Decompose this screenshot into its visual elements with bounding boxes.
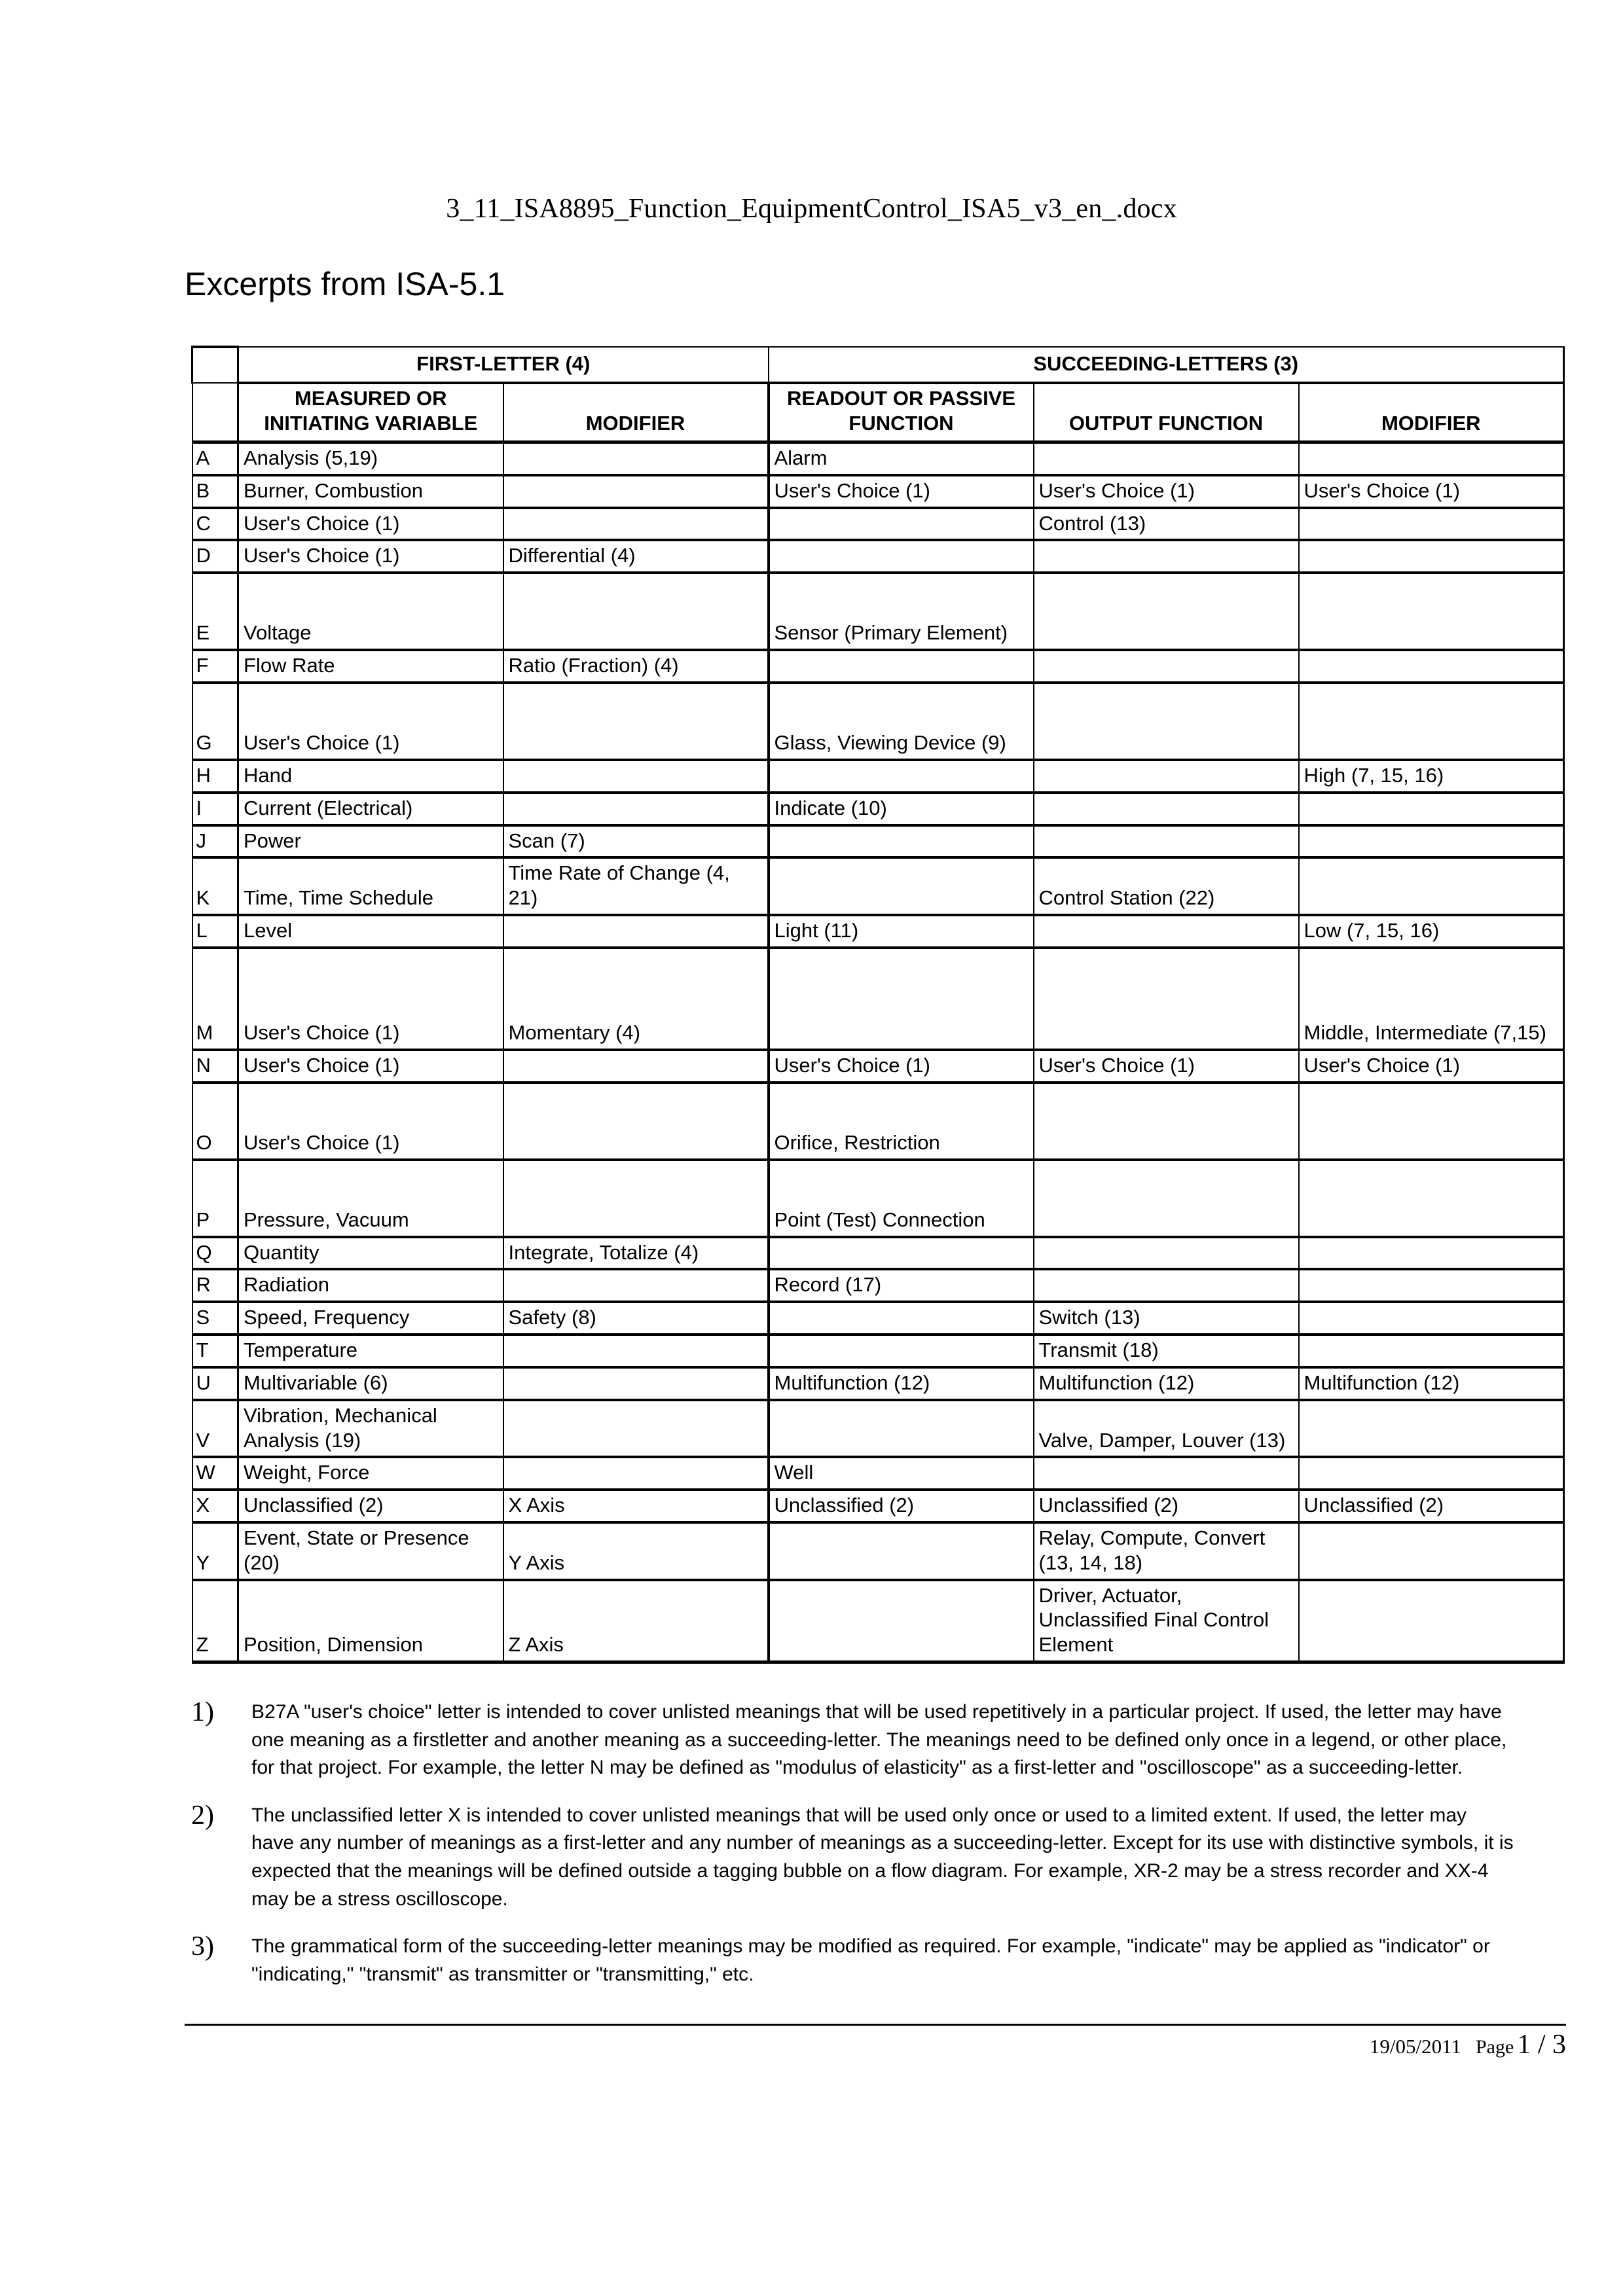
table-row xyxy=(192,650,1564,683)
row-letter-cell: T xyxy=(192,1335,238,1367)
table-row xyxy=(192,508,1564,541)
row-letter-cell: K xyxy=(192,857,238,915)
row-measured-variable-cell: Pressure, Vacuum xyxy=(238,1160,503,1237)
footnotes-list xyxy=(191,1698,1514,2008)
footnote-text: The unclassified letter X is intended to cover unlisted meanings that will be used only once or used to a limited extent. If used, the letter may have any number of meanings as a first-letter and any number of meanings as a succeeding-letter. Except for its use with distinctive symbols, it is expected that the meanings will be defined outside a tagging bubble on a flow diagram. For example, XR-2 may be a stress recorder and XX-4 may be a stress oscilloscope. xyxy=(251,1804,1514,1910)
row-modifier2-cell: Middle, Intermediate (7,15) xyxy=(1299,948,1564,1050)
row-measured-variable-cell: Voltage xyxy=(238,573,503,650)
row-modifier2-cell: User's Choice (1) xyxy=(1299,1050,1564,1083)
row-readout-cell xyxy=(769,650,1034,683)
row-output-function-cell xyxy=(1034,1237,1299,1270)
column-header-readout-passive-function xyxy=(769,383,1034,442)
row-readout-cell xyxy=(769,948,1034,1050)
row-measured-variable-cell: Analysis (5,19) xyxy=(238,442,503,475)
row-output-function-cell xyxy=(1034,650,1299,683)
row-letter-cell: B xyxy=(192,475,238,508)
row-measured-variable-cell: Speed, Frequency xyxy=(238,1302,503,1335)
table-row xyxy=(192,540,1564,573)
column-header-measured-variable xyxy=(238,383,503,442)
table-row xyxy=(192,948,1564,1050)
row-modifier2-cell xyxy=(1299,1335,1564,1367)
row-modifier1-cell: X Axis xyxy=(503,1490,769,1522)
row-output-function-cell xyxy=(1034,442,1299,475)
row-modifier2-cell xyxy=(1299,683,1564,760)
row-modifier2-cell xyxy=(1299,857,1564,915)
row-output-function-cell xyxy=(1034,573,1299,650)
row-readout-cell: Light (11) xyxy=(769,915,1034,948)
row-output-function-cell: Unclassified (2) xyxy=(1034,1490,1299,1522)
row-readout-cell: Record (17) xyxy=(769,1269,1034,1302)
row-modifier1-cell xyxy=(503,1083,769,1160)
row-output-function-cell xyxy=(1034,1457,1299,1490)
row-readout-cell xyxy=(769,1237,1034,1270)
footnote-item xyxy=(191,1698,1514,1782)
row-readout-cell: Multifunction (12) xyxy=(769,1367,1034,1400)
row-readout-cell: Unclassified (2) xyxy=(769,1490,1034,1522)
column-header-letter xyxy=(192,383,238,442)
row-output-function-cell xyxy=(1034,683,1299,760)
row-measured-variable-cell: Position, Dimension xyxy=(238,1580,503,1662)
row-modifier2-cell xyxy=(1299,1457,1564,1490)
row-modifier1-cell: Differential (4) xyxy=(503,540,769,573)
row-letter-cell: U xyxy=(192,1367,238,1400)
row-measured-variable-cell: Multivariable (6) xyxy=(238,1367,503,1400)
footer-date: 19/05/2011 xyxy=(1369,2035,1461,2058)
row-readout-cell: Sensor (Primary Element) xyxy=(769,573,1034,650)
row-output-function-cell: User's Choice (1) xyxy=(1034,1050,1299,1083)
row-output-function-cell: Relay, Compute, Convert (13, 14, 18) xyxy=(1034,1522,1299,1580)
row-measured-variable-cell: Power xyxy=(238,825,503,858)
footnote-number: 1) xyxy=(191,1697,214,1727)
row-modifier1-cell xyxy=(503,1160,769,1237)
table-row xyxy=(192,1083,1564,1160)
footer-divider xyxy=(185,2024,1566,2026)
row-output-function-cell: Switch (13) xyxy=(1034,1302,1299,1335)
row-measured-variable-cell: Flow Rate xyxy=(238,650,503,683)
row-output-function-cell xyxy=(1034,1269,1299,1302)
footnote-text: B27A "user's choice" letter is intended to cover unlisted meanings that will be used repetitively in a particular project. If used, the letter may have one meaning as a firstletter and another meaning as a succeeding-letter. The meanings need to be defined only once in a legend, or other place, for that project. For example, the letter N may be defined as "modulus of elasticity" as a first-letter and "oscilloscope" as a succeeding-letter. xyxy=(251,1701,1507,1779)
row-readout-cell: Point (Test) Connection xyxy=(769,1160,1034,1237)
column-header-measured-line1: MEASURED OR xyxy=(294,387,447,410)
row-modifier2-cell xyxy=(1299,1083,1564,1160)
row-readout-cell xyxy=(769,1400,1034,1458)
row-modifier1-cell: Y Axis xyxy=(503,1522,769,1580)
table-row xyxy=(192,915,1564,948)
row-output-function-cell xyxy=(1034,915,1299,948)
row-modifier2-cell xyxy=(1299,1237,1564,1270)
table-row xyxy=(192,573,1564,650)
column-header-measured-line2: INITIATING VARIABLE xyxy=(264,412,478,435)
table-row xyxy=(192,1237,1564,1270)
row-modifier1-cell xyxy=(503,683,769,760)
footer-page-numbers: 1 / 3 xyxy=(1517,2030,1566,2060)
row-modifier1-cell: Time Rate of Change (4, 21) xyxy=(503,857,769,915)
page-footer xyxy=(185,2029,1566,2060)
row-readout-cell xyxy=(769,508,1034,541)
footnote-item xyxy=(191,1802,1514,1913)
row-measured-variable-cell: User's Choice (1) xyxy=(238,1083,503,1160)
row-modifier2-cell: Low (7, 15, 16) xyxy=(1299,915,1564,948)
section-heading: Excerpts from ISA-5.1 xyxy=(185,266,505,302)
footnote-text: The grammatical form of the succeeding-letter meanings may be modified as required. For example, "indicate" may be applied as "indicator" or "indicating," "transmit" as transmitter or "transmitting," etc. xyxy=(251,1935,1490,1985)
table-row xyxy=(192,1580,1564,1662)
row-letter-cell: S xyxy=(192,1302,238,1335)
table-row xyxy=(192,857,1564,915)
row-letter-cell: P xyxy=(192,1160,238,1237)
row-modifier1-cell xyxy=(503,1367,769,1400)
row-readout-cell: Alarm xyxy=(769,442,1034,475)
row-output-function-cell: Multifunction (12) xyxy=(1034,1367,1299,1400)
row-modifier1-cell xyxy=(503,1400,769,1458)
letter-column-header-blank xyxy=(192,347,238,383)
row-modifier2-cell xyxy=(1299,540,1564,573)
table-row xyxy=(192,1457,1564,1490)
group-header-first-letter: FIRST-LETTER (4) xyxy=(238,347,769,383)
table-body xyxy=(192,442,1564,1662)
row-readout-cell: Well xyxy=(769,1457,1034,1490)
row-readout-cell: Orifice, Restriction xyxy=(769,1083,1034,1160)
row-letter-cell: Q xyxy=(192,1237,238,1270)
table-row xyxy=(192,825,1564,858)
row-output-function-cell xyxy=(1034,825,1299,858)
table-row xyxy=(192,1302,1564,1335)
row-output-function-cell xyxy=(1034,540,1299,573)
column-header-readout-line1: READOUT OR PASSIVE xyxy=(786,387,1016,410)
row-letter-cell: O xyxy=(192,1083,238,1160)
row-modifier1-cell: Momentary (4) xyxy=(503,948,769,1050)
row-measured-variable-cell: Time, Time Schedule xyxy=(238,857,503,915)
row-measured-variable-cell: User's Choice (1) xyxy=(238,948,503,1050)
row-measured-variable-cell: User's Choice (1) xyxy=(238,508,503,541)
row-measured-variable-cell: User's Choice (1) xyxy=(238,683,503,760)
row-readout-cell xyxy=(769,857,1034,915)
row-modifier2-cell xyxy=(1299,573,1564,650)
row-readout-cell: User's Choice (1) xyxy=(769,1050,1034,1083)
row-measured-variable-cell: Hand xyxy=(238,760,503,793)
column-header-modifier-1: MODIFIER xyxy=(503,383,769,442)
row-modifier1-cell xyxy=(503,475,769,508)
row-letter-cell: G xyxy=(192,683,238,760)
row-modifier2-cell xyxy=(1299,793,1564,825)
row-readout-cell xyxy=(769,1335,1034,1367)
row-letter-cell: M xyxy=(192,948,238,1050)
row-readout-cell: Indicate (10) xyxy=(769,793,1034,825)
row-modifier2-cell xyxy=(1299,1302,1564,1335)
row-modifier2-cell xyxy=(1299,508,1564,541)
table-row xyxy=(192,760,1564,793)
row-letter-cell: F xyxy=(192,650,238,683)
column-header-output-function: OUTPUT FUNCTION xyxy=(1034,383,1299,442)
row-output-function-cell: Transmit (18) xyxy=(1034,1335,1299,1367)
row-letter-cell: I xyxy=(192,793,238,825)
row-modifier1-cell xyxy=(503,1269,769,1302)
row-modifier2-cell: Multifunction (12) xyxy=(1299,1367,1564,1400)
row-output-function-cell: User's Choice (1) xyxy=(1034,475,1299,508)
row-letter-cell: L xyxy=(192,915,238,948)
row-modifier1-cell xyxy=(503,1050,769,1083)
row-modifier1-cell xyxy=(503,793,769,825)
row-modifier2-cell xyxy=(1299,650,1564,683)
table-row xyxy=(192,1367,1564,1400)
row-modifier2-cell xyxy=(1299,1160,1564,1237)
row-readout-cell xyxy=(769,825,1034,858)
row-letter-cell: E xyxy=(192,573,238,650)
row-measured-variable-cell: Quantity xyxy=(238,1237,503,1270)
row-readout-cell xyxy=(769,1580,1034,1662)
group-header-succeeding-letters: SUCCEEDING-LETTERS (3) xyxy=(769,347,1564,383)
row-measured-variable-cell: Burner, Combustion xyxy=(238,475,503,508)
row-letter-cell: Y xyxy=(192,1522,238,1580)
row-output-function-cell: Control Station (22) xyxy=(1034,857,1299,915)
row-modifier2-cell: Unclassified (2) xyxy=(1299,1490,1564,1522)
footnote-item xyxy=(191,1933,1514,1988)
footnote-number: 3) xyxy=(191,1931,214,1962)
table-row xyxy=(192,1522,1564,1580)
row-letter-cell: H xyxy=(192,760,238,793)
row-measured-variable-cell: User's Choice (1) xyxy=(238,540,503,573)
row-modifier2-cell: High (7, 15, 16) xyxy=(1299,760,1564,793)
row-measured-variable-cell: Weight, Force xyxy=(238,1457,503,1490)
row-modifier1-cell xyxy=(503,760,769,793)
table-row xyxy=(192,442,1564,475)
column-header-readout-line2: FUNCTION xyxy=(848,412,954,435)
row-measured-variable-cell: Current (Electrical) xyxy=(238,793,503,825)
row-measured-variable-cell: Temperature xyxy=(238,1335,503,1367)
row-letter-cell: A xyxy=(192,442,238,475)
table-row xyxy=(192,1050,1564,1083)
row-modifier1-cell xyxy=(503,915,769,948)
row-output-function-cell: Driver, Actuator, Unclassified Final Control Element xyxy=(1034,1580,1299,1662)
table-head xyxy=(192,347,1564,442)
row-readout-cell xyxy=(769,1522,1034,1580)
row-modifier1-cell xyxy=(503,1457,769,1490)
row-modifier2-cell xyxy=(1299,1400,1564,1458)
row-modifier1-cell: Scan (7) xyxy=(503,825,769,858)
row-modifier1-cell: Z Axis xyxy=(503,1580,769,1662)
table-group-header-row xyxy=(192,347,1564,383)
row-letter-cell: V xyxy=(192,1400,238,1458)
row-measured-variable-cell: Level xyxy=(238,915,503,948)
row-letter-cell: W xyxy=(192,1457,238,1490)
table-column-header-row xyxy=(192,383,1564,442)
row-measured-variable-cell: Radiation xyxy=(238,1269,503,1302)
row-letter-cell: C xyxy=(192,508,238,541)
row-modifier1-cell xyxy=(503,1335,769,1367)
row-output-function-cell xyxy=(1034,948,1299,1050)
row-output-function-cell xyxy=(1034,793,1299,825)
table-row xyxy=(192,1335,1564,1367)
row-output-function-cell xyxy=(1034,760,1299,793)
isa-identification-letters-table xyxy=(191,346,1565,1664)
table-row xyxy=(192,1269,1564,1302)
row-measured-variable-cell: User's Choice (1) xyxy=(238,1050,503,1083)
table-row xyxy=(192,1490,1564,1522)
row-output-function-cell: Control (13) xyxy=(1034,508,1299,541)
footnote-number: 2) xyxy=(191,1800,214,1831)
row-letter-cell: J xyxy=(192,825,238,858)
row-modifier2-cell xyxy=(1299,1522,1564,1580)
row-readout-cell xyxy=(769,540,1034,573)
row-modifier1-cell: Safety (8) xyxy=(503,1302,769,1335)
column-header-modifier-2: MODIFIER xyxy=(1299,383,1564,442)
row-output-function-cell xyxy=(1034,1083,1299,1160)
row-measured-variable-cell: Event, State or Presence (20) xyxy=(238,1522,503,1580)
row-modifier2-cell xyxy=(1299,442,1564,475)
row-letter-cell: D xyxy=(192,540,238,573)
row-readout-cell: User's Choice (1) xyxy=(769,475,1034,508)
row-modifier2-cell xyxy=(1299,1269,1564,1302)
row-output-function-cell xyxy=(1034,1160,1299,1237)
row-modifier1-cell xyxy=(503,573,769,650)
row-readout-cell xyxy=(769,760,1034,793)
row-measured-variable-cell: Vibration, Mechanical Analysis (19) xyxy=(238,1400,503,1458)
row-modifier1-cell xyxy=(503,508,769,541)
row-output-function-cell: Valve, Damper, Louver (13) xyxy=(1034,1400,1299,1458)
row-readout-cell xyxy=(769,1302,1034,1335)
table-row xyxy=(192,683,1564,760)
footer-page-label: Page xyxy=(1476,2036,1514,2058)
table-row xyxy=(192,1400,1564,1458)
row-modifier1-cell: Integrate, Totalize (4) xyxy=(503,1237,769,1270)
row-letter-cell: Z xyxy=(192,1580,238,1662)
row-modifier1-cell xyxy=(503,442,769,475)
row-letter-cell: N xyxy=(192,1050,238,1083)
row-modifier2-cell: User's Choice (1) xyxy=(1299,475,1564,508)
row-modifier1-cell: Ratio (Fraction) (4) xyxy=(503,650,769,683)
row-modifier2-cell xyxy=(1299,825,1564,858)
row-letter-cell: R xyxy=(192,1269,238,1302)
row-letter-cell: X xyxy=(192,1490,238,1522)
table-row xyxy=(192,793,1564,825)
row-modifier2-cell xyxy=(1299,1580,1564,1662)
document-title: 3_11_ISA8895_Function_EquipmentControl_ISA5_v3_en_.docx xyxy=(446,194,1177,224)
row-readout-cell: Glass, Viewing Device (9) xyxy=(769,683,1034,760)
row-measured-variable-cell: Unclassified (2) xyxy=(238,1490,503,1522)
table-row xyxy=(192,1160,1564,1237)
table-row xyxy=(192,475,1564,508)
